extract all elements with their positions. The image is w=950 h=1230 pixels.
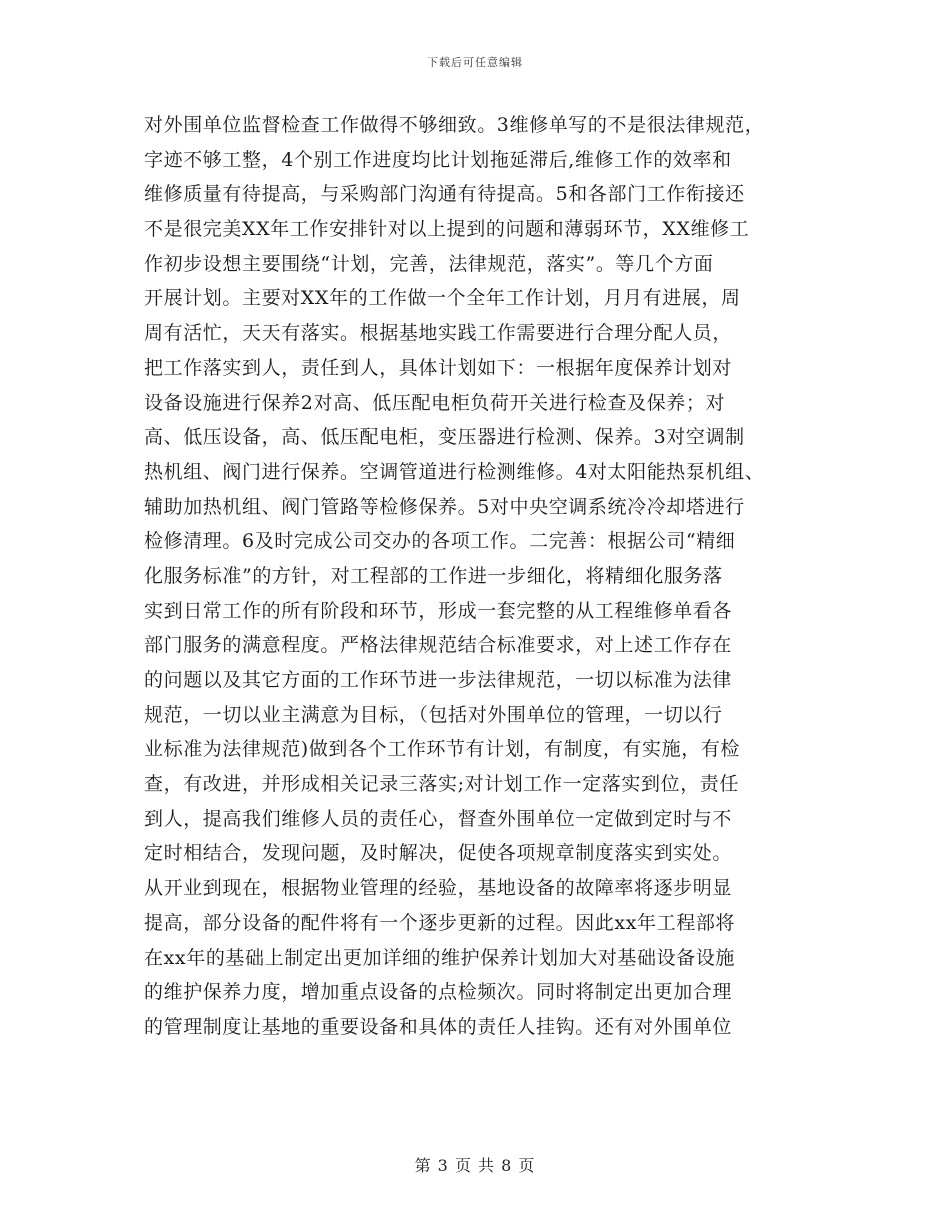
page-number: 第 3 页 共 8 页 bbox=[414, 1156, 536, 1175]
body-line: 的维护保养力度，增加重点设备的点检频次。同时将制定出更加合理 bbox=[144, 981, 733, 1004]
body-line: 检修清理。6及时完成公司交办的各项工作。二完善：根据公司“精细 bbox=[144, 530, 736, 553]
document-body bbox=[144, 108, 824, 1045]
body-line: 把工作落实到人，责任到人，具体计划如下：一根据年度保养计划对 bbox=[144, 356, 733, 379]
body-line: 定时相结合，发现问题，及时解决，促使各项规章制度落实到实处。 bbox=[144, 842, 733, 865]
body-line: 到人，提高我们维修人员的责任心，督查外围单位一定做到定时与不 bbox=[144, 807, 733, 830]
body-line: 热机组、阀门进行保养。空调管道进行检测维修。4对太阳能热泵机组、 bbox=[144, 460, 765, 483]
body-line: 设备设施进行保养2对高、低压配电柜负荷开关进行检查及保养；对 bbox=[144, 391, 726, 414]
body-line: 业标准为法律规范)做到各个工作环节有计划，有制度，有实施，有检 bbox=[144, 738, 741, 761]
body-line: 部门服务的满意程度。严格法律规范结合标准要求，对上述工作存在 bbox=[144, 634, 733, 657]
body-line: 查，有改进，并形成相关记录三落实;对计划工作一定落实到位，责任 bbox=[144, 773, 740, 796]
body-line: 实到日常工作的所有阶段和环节，形成一套完整的从工程维修单看各 bbox=[144, 599, 733, 622]
page-header: 下载后可任意编辑 bbox=[427, 56, 523, 69]
body-line: 在xx年的基础上制定出更加详细的维护保养计划加大对基础设备设施 bbox=[144, 946, 736, 969]
body-line: 辅助加热机组、阀门管路等检修保养。5对中央空调系统冷冷却塔进行 bbox=[144, 495, 745, 518]
body-line: 规范，一切以业主满意为目标，（包括对外围单位的管理，一切以行 bbox=[144, 703, 723, 726]
body-line: 作初步设想主要围绕“计划，完善，法律规范，落实”。等几个方面 bbox=[144, 252, 714, 275]
body-line: 化服务标准”的方针，对工程部的工作进一步细化，将精细化服务落 bbox=[144, 564, 723, 587]
body-line: 开展计划。主要对XX年的工作做一个全年工作计划，月月有进展，周 bbox=[144, 287, 741, 310]
body-line: 提高，部分设备的配件将有一个逐步更新的过程。因此xx年工程部将 bbox=[144, 911, 736, 934]
body-line: 对外围单位监督检查工作做得不够细致。3维修单写的不是很法律规范， bbox=[144, 114, 765, 136]
body-line: 周有活忙，天天有落实。根据基地实践工作需要进行合理分配人员， bbox=[144, 322, 733, 345]
body-line: 的管理制度让基地的重要设备和具体的责任人挂钩。还有对外围单位 bbox=[144, 1015, 733, 1038]
body-line: 从开业到现在，根据物业管理的经验，基地设备的故障率将逐步明显 bbox=[144, 877, 733, 900]
body-line: 的问题以及其它方面的工作环节进一步法律规范，一切以标准为法律 bbox=[144, 669, 733, 691]
body-line: 不是很完美XX年工作安排针对以上提到的问题和薄弱环节，XX维修工 bbox=[144, 218, 750, 241]
body-line: 维修质量有待提高，与采购部门沟通有待提高。5和各部门工作衔接还 bbox=[144, 183, 745, 206]
body-line: 高、低压设备，高、低压配电柜，变压器进行检测、保养。3对空调制 bbox=[144, 426, 745, 449]
body-line: 字迹不够工整，4个别工作进度均比计划拖延滞后,维修工作的效率和 bbox=[144, 148, 732, 171]
